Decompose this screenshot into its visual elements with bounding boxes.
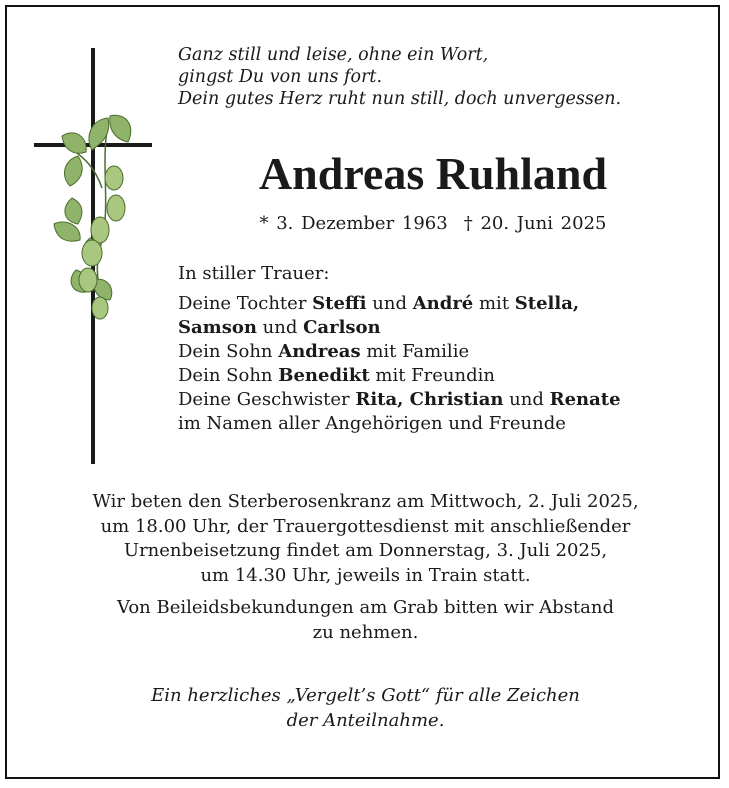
poem <box>178 44 621 110</box>
deceased-name: Andreas Ruhland <box>258 148 608 199</box>
service-info <box>20 490 711 645</box>
info-line: Von Beileidsbekundungen am Grab bitten wir Abstand <box>116 597 615 618</box>
birth-date: * 3. Dezember 1963 <box>259 213 448 234</box>
death-date: † 20. Juni 2025 <box>463 213 607 234</box>
mourner-text: Dein Sohn <box>178 365 279 386</box>
mourner-name: Renate <box>549 389 621 410</box>
mourner-text: und <box>256 317 304 338</box>
info-line: um 18.00 Uhr, der Trauergottesdienst mit anschließender <box>100 515 631 537</box>
mourner-name: Carlson <box>303 317 381 338</box>
mourner-line <box>178 388 621 412</box>
mourning-intro: In stiller Trauer: <box>178 263 330 284</box>
info-line: Urnenbeisetzung findet am Donnerstag, 3. Juli 2025, <box>123 540 608 561</box>
mourner-line <box>178 340 621 364</box>
mourner-text: und <box>366 293 413 314</box>
mourner-text: mit Familie <box>360 341 470 362</box>
thanks-line: Ein herzliches „Vergelt’s Gott“ für alle Zeichen <box>151 685 580 706</box>
mourner-name: Stella, <box>514 293 580 314</box>
info-line: Wir beten den Sterberosenkranz am Mittwoch, 2. Juli 2025, <box>92 491 639 512</box>
mourner-text: mit Freundin <box>369 365 495 386</box>
info-line: um 14.30 Uhr, jeweils in Train statt. <box>200 564 531 586</box>
poem-line: gingst Du von uns fort. <box>178 67 383 87</box>
service-info-text <box>20 490 711 588</box>
thanks-note <box>20 684 711 733</box>
mourner-line <box>178 316 621 340</box>
mourner-text: Deine Tochter <box>178 293 313 314</box>
mourner-text: mit <box>473 293 515 314</box>
mourner-line <box>178 364 621 388</box>
mourner-name: Benedikt <box>278 365 370 386</box>
mourner-line: im Namen aller Angehörigen und Freunde <box>178 413 566 434</box>
thanks-line: der Anteilnahme. <box>286 709 445 731</box>
life-dates <box>160 212 706 236</box>
mourner-name: Rita, Christian <box>355 389 504 410</box>
mourner-text: Deine Geschwister <box>178 389 356 410</box>
mourners-list <box>178 262 621 436</box>
poem-line: Ganz still und leise, ohne ein Wort, <box>178 45 489 65</box>
mourner-text: Dein Sohn <box>178 341 279 362</box>
mourner-name: Steffi <box>312 293 367 314</box>
mourner-text: und <box>503 389 550 410</box>
mourner-name: Samson <box>178 317 257 338</box>
info-line: zu nehmen. <box>312 621 419 643</box>
condolence-note <box>20 596 711 645</box>
poem-line: Dein gutes Herz ruht nun still, doch unvergessen. <box>178 89 622 109</box>
mourner-name: André <box>412 293 474 314</box>
cross-with-hop-vine-icon <box>30 48 160 468</box>
mourner-line <box>178 292 621 316</box>
mourner-name: Andreas <box>278 341 361 362</box>
